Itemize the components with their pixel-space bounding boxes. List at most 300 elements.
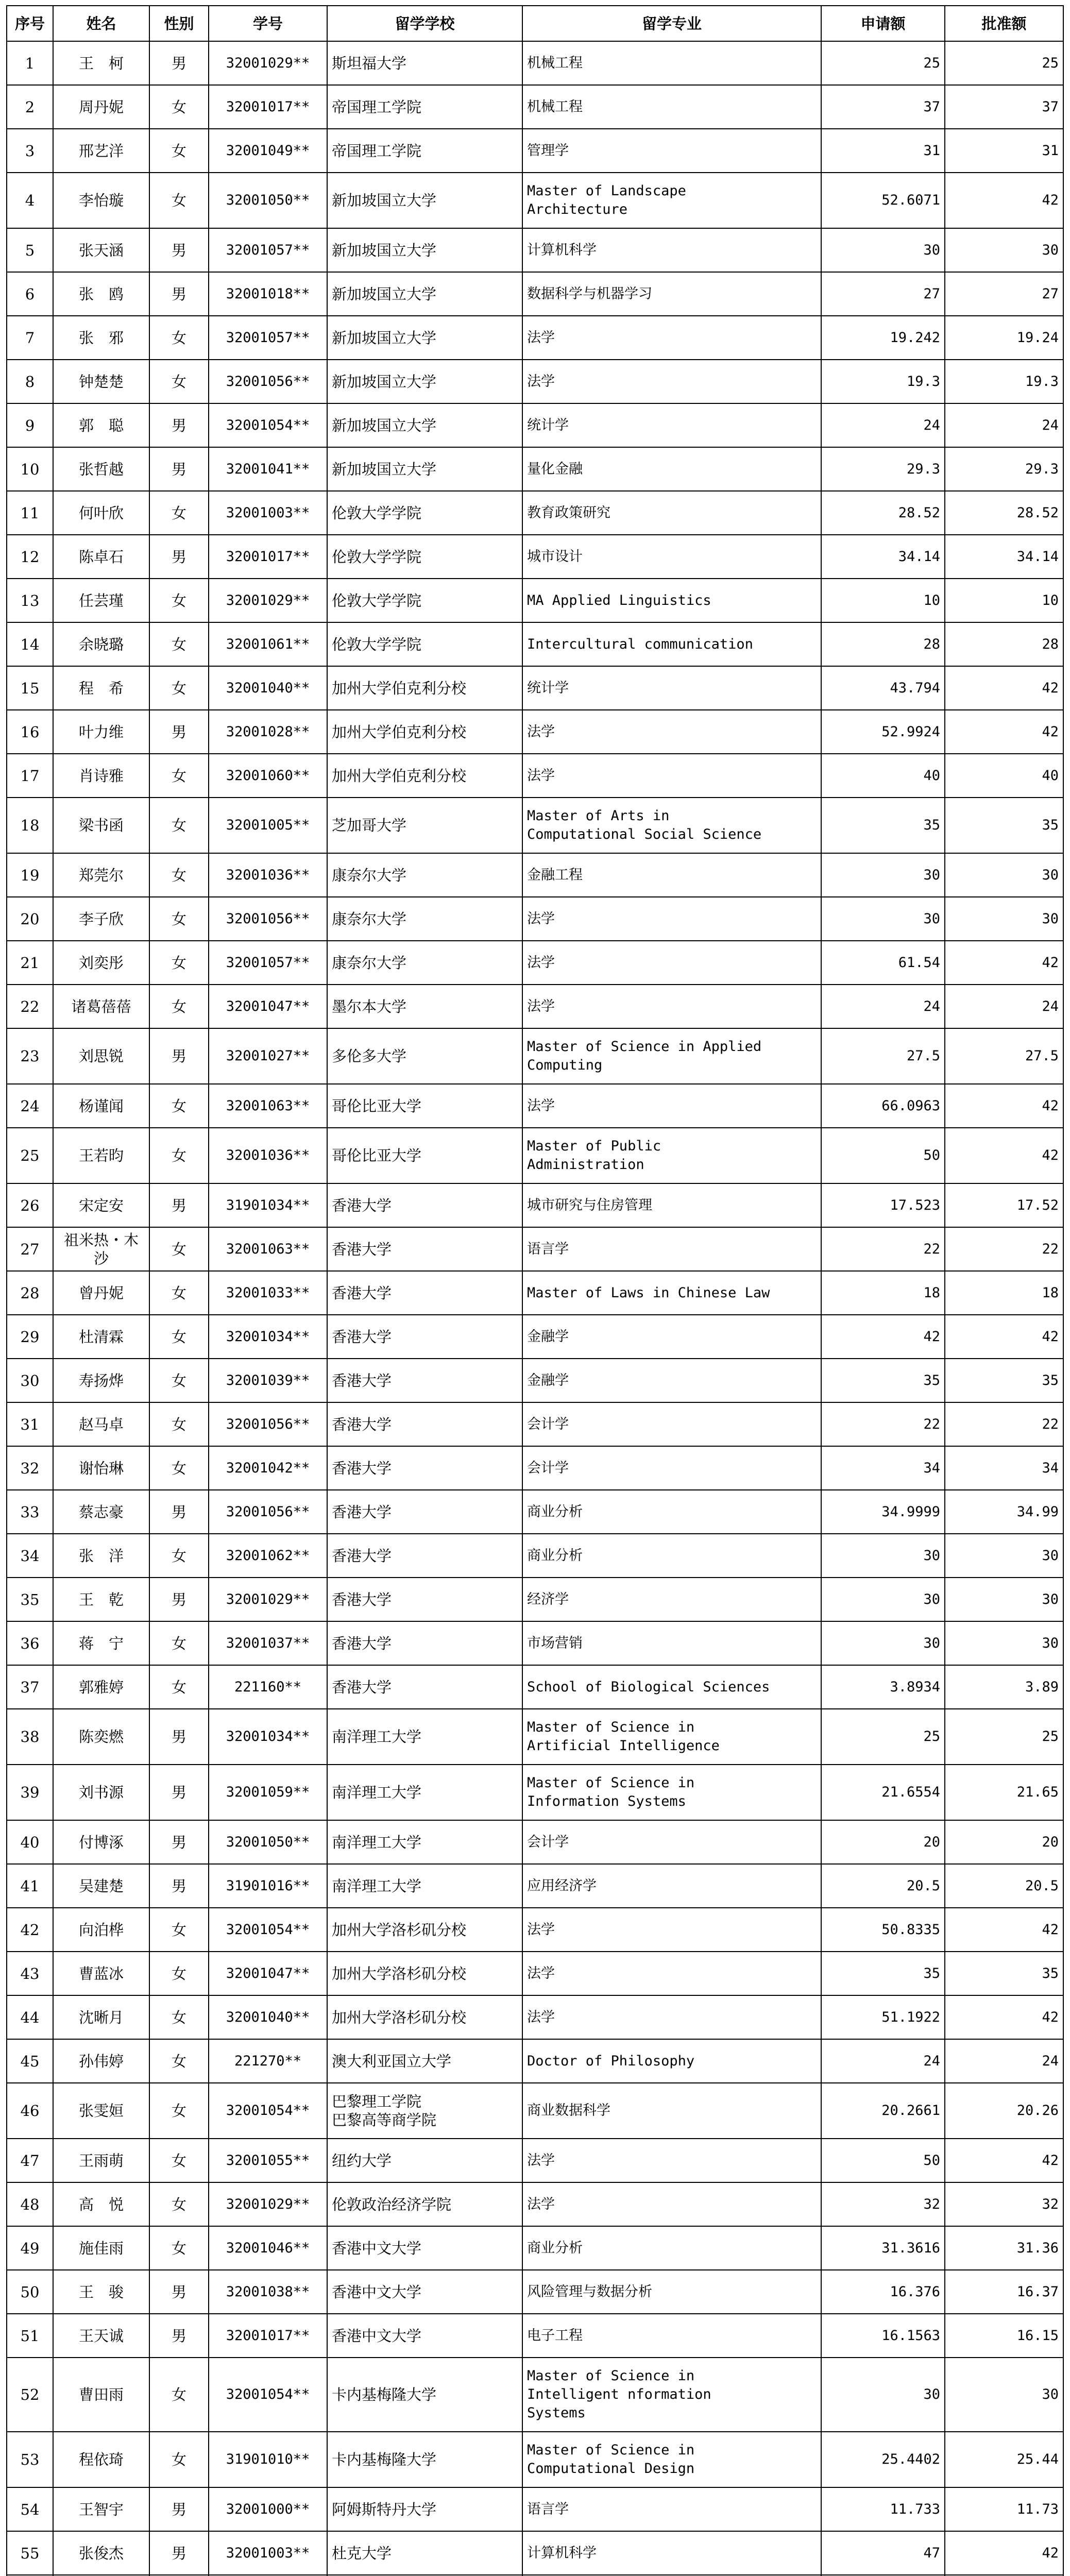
table-row (7, 1864, 1063, 1908)
cell-major: 计算机科学 (522, 228, 821, 272)
cell-approved: 30 (945, 853, 1063, 897)
cell-approved: 30 (945, 228, 1063, 272)
cell-approved: 42 (945, 1315, 1063, 1359)
header-major: 留学专业 (522, 6, 821, 41)
cell-major: 商业数据科学 (522, 2083, 821, 2139)
cell-approved: 31.36 (945, 2226, 1063, 2270)
cell-gender: 男 (149, 1183, 209, 1227)
cell-student-id: 32001054** (209, 2083, 327, 2139)
cell-requested: 24 (821, 985, 945, 1028)
cell-requested: 50 (821, 1128, 945, 1183)
cell-major: 法学 (522, 710, 821, 754)
cell-requested: 10 (821, 579, 945, 622)
cell-approved: 24 (945, 2039, 1063, 2083)
cell-student-id: 32001017** (209, 535, 327, 579)
cell-student-id: 32001034** (209, 1709, 327, 1765)
table-row (7, 360, 1063, 403)
cell-school: 芝加哥大学 (327, 798, 522, 853)
cell-approved: 18 (945, 1271, 1063, 1315)
cell-index: 14 (7, 622, 53, 666)
cell-index: 48 (7, 2182, 53, 2226)
cell-gender: 女 (149, 316, 209, 360)
cell-approved: 11.73 (945, 2487, 1063, 2531)
cell-major: 法学 (522, 941, 821, 985)
table-row (7, 2083, 1063, 2139)
cell-index: 9 (7, 403, 53, 447)
cell-student-id: 32001028** (209, 710, 327, 754)
table-row (7, 985, 1063, 1028)
cell-student-id: 32001057** (209, 941, 327, 985)
cell-name: 蒋 宁 (53, 1621, 149, 1665)
cell-major: Intercultural communication (522, 622, 821, 666)
cell-major (522, 1128, 821, 1183)
table-row (7, 1183, 1063, 1227)
cell-name: 陈卓石 (53, 535, 149, 579)
cell-student-id: 32001027** (209, 1028, 327, 1084)
cell-gender: 女 (149, 2182, 209, 2226)
cell-approved: 42 (945, 1084, 1063, 1128)
cell-school: 新加坡国立大学 (327, 228, 522, 272)
cell-approved: 35 (945, 1359, 1063, 1402)
cell-requested: 52.9924 (821, 710, 945, 754)
cell-approved: 19.24 (945, 316, 1063, 360)
table-row (7, 853, 1063, 897)
cell-index: 36 (7, 1621, 53, 1665)
cell-index: 25 (7, 1128, 53, 1183)
cell-student-id: 32001047** (209, 1952, 327, 1995)
cell-major: 法学 (522, 2182, 821, 2226)
cell-major (522, 1709, 821, 1765)
cell-approved: 42 (945, 666, 1063, 710)
cell-index: 33 (7, 1490, 53, 1534)
cell-requested: 35 (821, 1952, 945, 1995)
cell-gender: 女 (149, 1315, 209, 1359)
cell-approved: 30 (945, 2358, 1063, 2432)
cell-student-id: 31901010** (209, 2432, 327, 2487)
table-row (7, 1315, 1063, 1359)
cell-major: 电子工程 (522, 2314, 821, 2358)
cell-requested: 22 (821, 1227, 945, 1271)
cell-school: 伦敦大学学院 (327, 491, 522, 535)
cell-school: 香港大学 (327, 1315, 522, 1359)
cell-major: Doctor of Philosophy (522, 2039, 821, 2083)
table-row (7, 1578, 1063, 1621)
cell-name: 叶力维 (53, 710, 149, 754)
cell-student-id: 31901034** (209, 1183, 327, 1227)
cell-requested: 50 (821, 2139, 945, 2182)
cell-name: 赵马卓 (53, 1402, 149, 1446)
cell-approved: 32 (945, 2182, 1063, 2226)
cell-student-id: 32001063** (209, 1227, 327, 1271)
cell-major: 金融工程 (522, 853, 821, 897)
cell-index: 42 (7, 1908, 53, 1952)
cell-index: 22 (7, 985, 53, 1028)
cell-school: 帝国理工学院 (327, 129, 522, 173)
cell-student-id: 32001050** (209, 1820, 327, 1864)
cell-approved: 37 (945, 85, 1063, 129)
cell-requested: 43.794 (821, 666, 945, 710)
cell-requested: 30 (821, 228, 945, 272)
cell-index: 45 (7, 2039, 53, 2083)
cell-gender: 男 (149, 710, 209, 754)
cell-name: 王 骏 (53, 2270, 149, 2314)
cell-line: Master of Landscape (527, 183, 686, 199)
cell-major: 管理学 (522, 129, 821, 173)
cell-index: 43 (7, 1952, 53, 1995)
cell-name: 施佳雨 (53, 2226, 149, 2270)
cell-student-id: 32001029** (209, 2182, 327, 2226)
cell-requested: 11.733 (821, 2487, 945, 2531)
cell-line: Master of Science in (527, 2368, 695, 2384)
cell-major: 机械工程 (522, 41, 821, 85)
cell-major (522, 2432, 821, 2487)
cell-gender: 女 (149, 1446, 209, 1490)
cell-requested: 32 (821, 2182, 945, 2226)
cell-requested: 25 (821, 1709, 945, 1765)
table-row (7, 41, 1063, 85)
cell-major (522, 173, 821, 228)
header-gender: 性别 (149, 6, 209, 41)
cell-major: MA Applied Linguistics (522, 579, 821, 622)
cell-approved: 42 (945, 710, 1063, 754)
cell-name: 杨谨闻 (53, 1084, 149, 1128)
cell-major: 统计学 (522, 666, 821, 710)
cell-index: 53 (7, 2432, 53, 2487)
cell-index: 39 (7, 1765, 53, 1820)
cell-gender: 女 (149, 1402, 209, 1446)
table-row (7, 403, 1063, 447)
cell-gender: 男 (149, 1709, 209, 1765)
cell-name: 谢怡琳 (53, 1446, 149, 1490)
cell-school: 香港中文大学 (327, 2270, 522, 2314)
cell-name: 付博涿 (53, 1820, 149, 1864)
cell-requested: 50.8335 (821, 1908, 945, 1952)
scholarship-table (6, 5, 1064, 2576)
cell-approved: 42 (945, 941, 1063, 985)
table-row (7, 897, 1063, 941)
cell-major: 风险管理与数据分析 (522, 2270, 821, 2314)
cell-student-id: 32001061** (209, 622, 327, 666)
cell-school: 香港中文大学 (327, 2226, 522, 2270)
table-row (7, 1952, 1063, 1995)
cell-school (327, 2083, 522, 2139)
cell-approved: 20.26 (945, 2083, 1063, 2139)
cell-requested: 20.5 (821, 1864, 945, 1908)
cell-name: 肖诗雅 (53, 754, 149, 798)
cell-requested: 19.242 (821, 316, 945, 360)
cell-requested: 30 (821, 1534, 945, 1578)
cell-school: 康奈尔大学 (327, 897, 522, 941)
cell-name: 李子欣 (53, 897, 149, 941)
cell-name: 刘书源 (53, 1765, 149, 1820)
cell-name: 杜清霖 (53, 1315, 149, 1359)
cell-index: 51 (7, 2314, 53, 2358)
cell-school: 南洋理工大学 (327, 1709, 522, 1765)
cell-requested: 66.0963 (821, 1084, 945, 1128)
cell-student-id: 32001040** (209, 666, 327, 710)
cell-requested: 16.376 (821, 2270, 945, 2314)
table-row (7, 1490, 1063, 1534)
cell-student-id: 32001042** (209, 1446, 327, 1490)
cell-major: 会计学 (522, 1820, 821, 1864)
cell-gender: 女 (149, 491, 209, 535)
cell-student-id: 32001036** (209, 853, 327, 897)
cell-gender: 女 (149, 853, 209, 897)
cell-name: 宋定安 (53, 1183, 149, 1227)
table-row (7, 941, 1063, 985)
cell-requested: 34.9999 (821, 1490, 945, 1534)
cell-major: 法学 (522, 754, 821, 798)
cell-gender: 女 (149, 985, 209, 1028)
cell-major: 语言学 (522, 2487, 821, 2531)
cell-major (522, 1028, 821, 1084)
cell-gender: 女 (149, 1995, 209, 2039)
cell-index: 10 (7, 447, 53, 491)
table-row (7, 2432, 1063, 2487)
cell-gender: 女 (149, 129, 209, 173)
cell-student-id: 32001057** (209, 316, 327, 360)
cell-gender: 女 (149, 798, 209, 853)
cell-name: 梁书函 (53, 798, 149, 853)
cell-student-id: 32001033** (209, 1271, 327, 1315)
table-row (7, 1665, 1063, 1709)
table-row (7, 2487, 1063, 2531)
cell-approved: 30 (945, 897, 1063, 941)
cell-line: Master of Science in (527, 2442, 695, 2458)
cell-approved: 10 (945, 579, 1063, 622)
cell-school: 南洋理工大学 (327, 1864, 522, 1908)
cell-student-id: 32001056** (209, 1490, 327, 1534)
cell-index: 44 (7, 1995, 53, 2039)
cell-gender: 女 (149, 1908, 209, 1952)
cell-index: 15 (7, 666, 53, 710)
cell-school: 哥伦比亚大学 (327, 1128, 522, 1183)
cell-school: 加州大学洛杉矶分校 (327, 1952, 522, 1995)
cell-requested: 16.1563 (821, 2314, 945, 2358)
cell-requested: 24 (821, 403, 945, 447)
cell-major: Master of Laws in Chinese Law (522, 1271, 821, 1315)
cell-school: 香港大学 (327, 1665, 522, 1709)
cell-approved: 30 (945, 1621, 1063, 1665)
cell-name: 刘思锐 (53, 1028, 149, 1084)
cell-approved: 24 (945, 403, 1063, 447)
cell-requested: 37 (821, 85, 945, 129)
cell-name: 张 鸥 (53, 272, 149, 316)
cell-requested: 35 (821, 1359, 945, 1402)
cell-major: 经济学 (522, 1578, 821, 1621)
cell-major: 机械工程 (522, 85, 821, 129)
header-name: 姓名 (53, 6, 149, 41)
cell-name: 张 邪 (53, 316, 149, 360)
cell-gender: 男 (149, 1820, 209, 1864)
cell-index: 27 (7, 1227, 53, 1271)
cell-gender: 男 (149, 2314, 209, 2358)
table-row (7, 710, 1063, 754)
cell-gender: 女 (149, 173, 209, 228)
cell-major: 教育政策研究 (522, 491, 821, 535)
table-row (7, 2182, 1063, 2226)
cell-student-id: 32001029** (209, 579, 327, 622)
cell-approved: 35 (945, 1952, 1063, 1995)
cell-line: Artificial Intelligence (527, 1738, 720, 1754)
cell-school: 新加坡国立大学 (327, 316, 522, 360)
cell-gender: 男 (149, 2270, 209, 2314)
table-row (7, 622, 1063, 666)
cell-major: 商业分析 (522, 2226, 821, 2270)
cell-index: 40 (7, 1820, 53, 1864)
cell-approved: 29.3 (945, 447, 1063, 491)
cell-student-id: 32001055** (209, 2139, 327, 2182)
cell-index: 19 (7, 853, 53, 897)
table-body (7, 41, 1063, 2576)
table-row (7, 1271, 1063, 1315)
cell-major: 城市研究与住房管理 (522, 1183, 821, 1227)
table-row (7, 447, 1063, 491)
cell-index: 32 (7, 1446, 53, 1490)
cell-index: 7 (7, 316, 53, 360)
cell-student-id: 32001029** (209, 1578, 327, 1621)
cell-name: 李怡璇 (53, 173, 149, 228)
cell-major: 应用经济学 (522, 1864, 821, 1908)
cell-requested: 51.1922 (821, 1995, 945, 2039)
cell-name: 刘奕彤 (53, 941, 149, 985)
cell-school: 新加坡国立大学 (327, 360, 522, 403)
cell-line: Master of Science in (527, 1719, 695, 1735)
table-row (7, 1709, 1063, 1765)
header-student-id: 学号 (209, 6, 327, 41)
cell-name: 高 悦 (53, 2182, 149, 2226)
cell-student-id: 32001060** (209, 754, 327, 798)
cell-index: 18 (7, 798, 53, 853)
cell-approved: 28.52 (945, 491, 1063, 535)
cell-major: 法学 (522, 2139, 821, 2182)
cell-approved: 35 (945, 798, 1063, 853)
cell-gender: 女 (149, 2358, 209, 2432)
cell-approved: 25.44 (945, 2432, 1063, 2487)
cell-gender: 男 (149, 447, 209, 491)
cell-requested: 19.3 (821, 360, 945, 403)
cell-approved: 34.14 (945, 535, 1063, 579)
cell-student-id: 31901016** (209, 1864, 327, 1908)
cell-school: 伦敦大学学院 (327, 579, 522, 622)
cell-index: 5 (7, 228, 53, 272)
cell-requested: 35 (821, 798, 945, 853)
cell-name: 蔡志豪 (53, 1490, 149, 1534)
table-row (7, 2531, 1063, 2575)
cell-student-id: 32001056** (209, 360, 327, 403)
cell-school: 香港大学 (327, 1534, 522, 1578)
cell-gender: 女 (149, 2139, 209, 2182)
cell-name: 何叶欣 (53, 491, 149, 535)
cell-school: 新加坡国立大学 (327, 403, 522, 447)
cell-approved: 27.5 (945, 1028, 1063, 1084)
table-row (7, 1128, 1063, 1183)
cell-major: 数据科学与机器学习 (522, 272, 821, 316)
cell-student-id: 32001054** (209, 403, 327, 447)
table-row (7, 1820, 1063, 1864)
cell-requested: 25.4402 (821, 2432, 945, 2487)
cell-school: 杜克大学 (327, 2531, 522, 2575)
cell-name: 张雯姮 (53, 2083, 149, 2139)
cell-gender: 女 (149, 360, 209, 403)
table-row (7, 1084, 1063, 1128)
cell-line: Master of Science in Applied (527, 1039, 762, 1055)
cell-name: 王若昀 (53, 1128, 149, 1183)
cell-line: 巴黎高等商学院 (332, 2111, 437, 2129)
cell-school: 加州大学洛杉矶分校 (327, 1908, 522, 1952)
cell-requested: 61.54 (821, 941, 945, 985)
cell-index: 2 (7, 85, 53, 129)
cell-school: 卡内基梅隆大学 (327, 2432, 522, 2487)
cell-name: 程 希 (53, 666, 149, 710)
cell-index: 6 (7, 272, 53, 316)
cell-name: 王智宇 (53, 2487, 149, 2531)
cell-requested: 20.2661 (821, 2083, 945, 2139)
cell-name: 程依琦 (53, 2432, 149, 2487)
cell-student-id: 32001036** (209, 1128, 327, 1183)
cell-name: 郭雅婷 (53, 1665, 149, 1709)
cell-major (522, 798, 821, 853)
header-approved: 批准额 (945, 6, 1063, 41)
cell-school: 香港大学 (327, 1183, 522, 1227)
cell-student-id: 32001050** (209, 173, 327, 228)
cell-major: 法学 (522, 316, 821, 360)
cell-index: 8 (7, 360, 53, 403)
cell-approved: 27 (945, 272, 1063, 316)
cell-name: 郭 聪 (53, 403, 149, 447)
cell-school: 香港大学 (327, 1359, 522, 1402)
cell-requested: 28.52 (821, 491, 945, 535)
cell-approved: 42 (945, 2531, 1063, 2575)
cell-student-id: 32001056** (209, 897, 327, 941)
cell-approved: 40 (945, 754, 1063, 798)
cell-student-id: 32001039** (209, 1359, 327, 1402)
cell-student-id: 32001041** (209, 447, 327, 491)
cell-gender: 男 (149, 1864, 209, 1908)
cell-school: 加州大学伯克利分校 (327, 710, 522, 754)
cell-name: 张 洋 (53, 1534, 149, 1578)
cell-major: 法学 (522, 1084, 821, 1128)
cell-student-id: 32001047** (209, 985, 327, 1028)
cell-index: 29 (7, 1315, 53, 1359)
cell-index: 23 (7, 1028, 53, 1084)
table-row (7, 2226, 1063, 2270)
cell-line: Intelligent nformation (527, 2386, 711, 2402)
cell-approved: 34 (945, 1446, 1063, 1490)
cell-school: 新加坡国立大学 (327, 272, 522, 316)
cell-major: 法学 (522, 985, 821, 1028)
table-row (7, 2270, 1063, 2314)
cell-index: 38 (7, 1709, 53, 1765)
cell-approved: 28 (945, 622, 1063, 666)
cell-line: Master of Science in (527, 1775, 695, 1791)
cell-gender: 男 (149, 403, 209, 447)
cell-major: 法学 (522, 1995, 821, 2039)
cell-gender: 男 (149, 2487, 209, 2531)
cell-index: 55 (7, 2531, 53, 2575)
cell-approved: 22 (945, 1402, 1063, 1446)
cell-major: School of Biological Sciences (522, 1665, 821, 1709)
cell-approved: 16.15 (945, 2314, 1063, 2358)
cell-gender: 女 (149, 85, 209, 129)
cell-index: 30 (7, 1359, 53, 1402)
cell-student-id: 221270** (209, 2039, 327, 2083)
cell-name: 曹蓝冰 (53, 1952, 149, 1995)
cell-approved: 25 (945, 1709, 1063, 1765)
cell-gender: 女 (149, 1359, 209, 1402)
cell-name: 曹田雨 (53, 2358, 149, 2432)
cell-requested: 17.523 (821, 1183, 945, 1227)
